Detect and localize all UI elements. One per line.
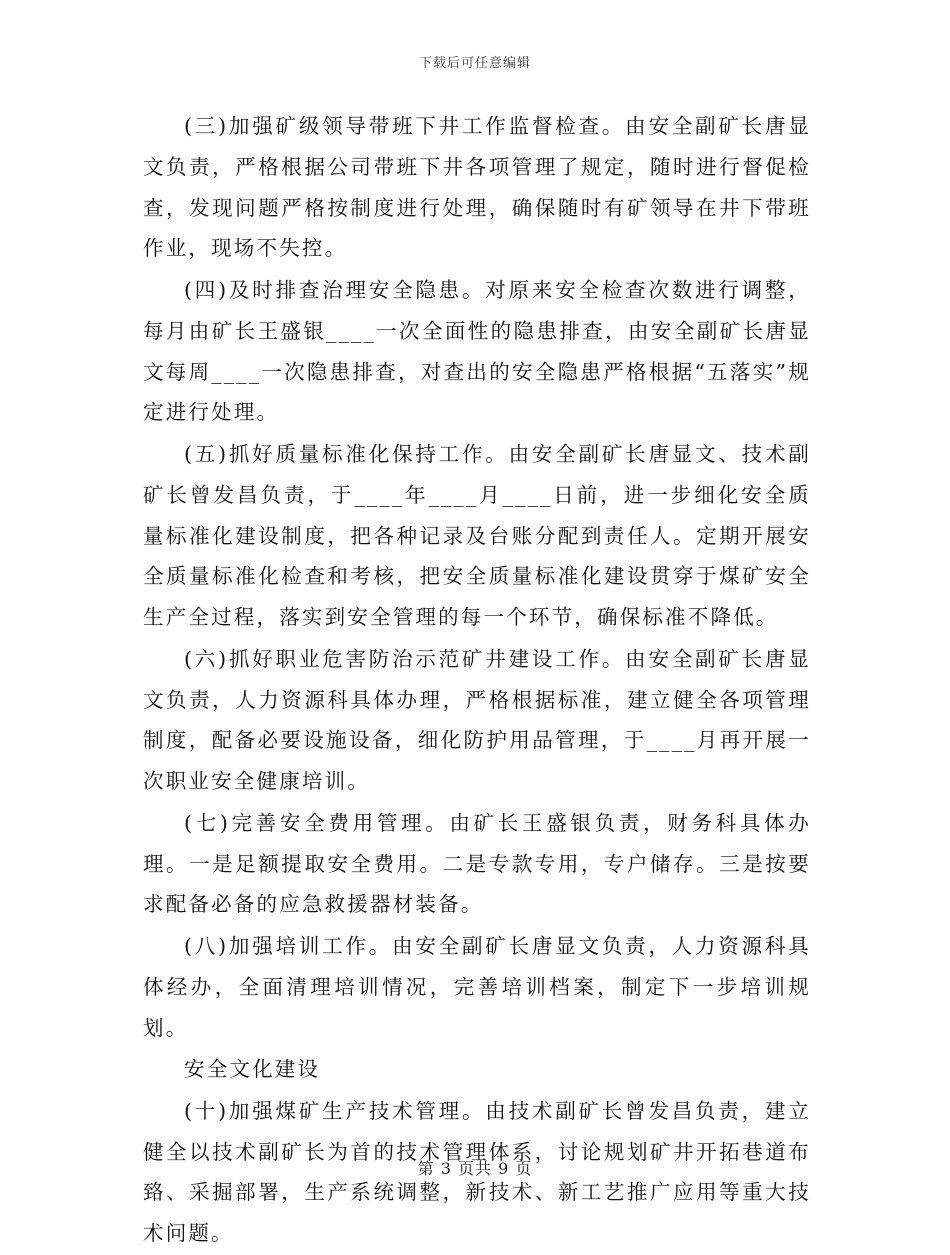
paragraph-3: (三)加强矿级领导带班下井工作监督检查。由安全副矿长唐显文负责，严格根据公司带班下井各项管理了规定，随时进行督促检查，发现问题严格按制度进行处理，确保随时有矿领导在井下带班作业，现场不失控。 (143, 114, 811, 261)
paragraph-6: (六)抓好职业危害防治示范矿井建设工作。由安全副矿长唐显文负责，人力资源科具体办理，严格根据标准，建立健全各项管理制度，配备必要设施设备，细化防护用品管理，于____月再开展一次职业安全健康培训。 (143, 646, 811, 794)
paragraph-8: (八)加强培训工作。由安全副矿长唐显文负责，人力资源科具体经办，全面清理培训情况，完善培训档案，制定下一步培训规划。 (143, 933, 811, 1040)
paragraph-5: (五)抓好质量标准化保持工作。由安全副矿长唐显文、技术副矿长曾发昌负责，于____年____月____日前，进一步细化安全质量标准化建设制度，把各种记录及台账分配到责任人。定期开展安全质量标准化检查和考核，把安全质量标准化建设贯穿于煤矿安全生产全过程，落实到安全管理的每一个环节，确保标准不降低。 (143, 441, 811, 630)
document-body (143, 106, 811, 1255)
paragraph-7: (七)完善安全费用管理。由矿长王盛银负责，财务科具体办理。一是足额提取安全费用。二是专款专用，专户储存。三是按要求配备必备的应急救援器材装备。 (143, 810, 811, 917)
paragraph-4: (四)及时排查治理安全隐患。对原来安全检查次数进行调整，每月由矿长王盛银____一次全面性的隐患排查，由安全副矿长唐显文每周____一次隐患排查，对查出的安全隐患严格根据“五落实”规定进行处理。 (143, 277, 811, 425)
page-number-footer: 第 3 页共 9 页 (417, 1159, 533, 1178)
paragraph-10: (十)加强煤矿生产技术管理。由技术副矿长曾发昌负责，建立健全以技术副矿长为首的技术管理体系，讨论规划矿井开拓巷道布臵、采掘部署，生产系统调整，新技术、新工艺推广应用等重大技术问题。 (143, 1098, 811, 1246)
page-header: 下载后可任意编辑 (418, 56, 531, 71)
section-heading: 安全文化建设 (184, 1057, 321, 1082)
